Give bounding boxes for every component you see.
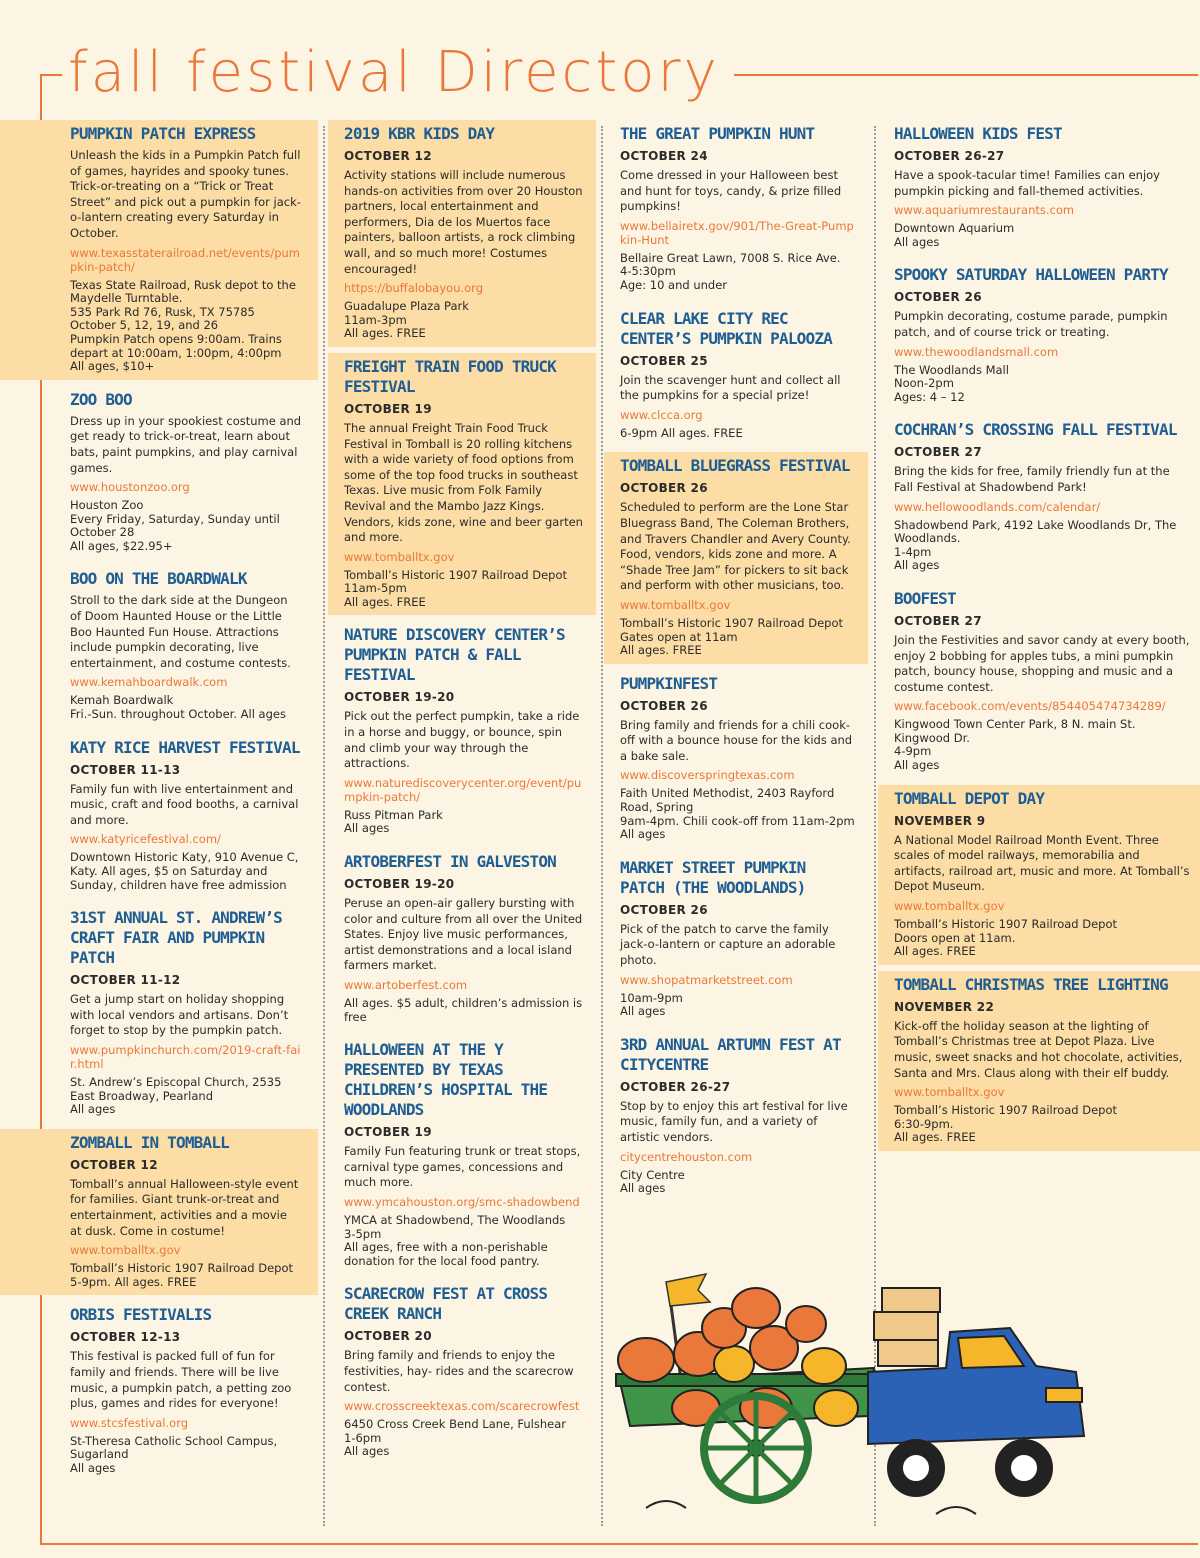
event-entry-market-street-pumpkin-patch-the-woodlands: [604, 854, 868, 1025]
event-link[interactable]: www.houstonzoo.org: [70, 480, 190, 495]
column-2: [328, 120, 596, 1538]
event-entry-halloween-kids-fest: [878, 120, 1200, 255]
event-description: Pick out the perfect pumpkin, take a ride in a horse and buggy, or bounce, spin and climb your way through the attractions.: [344, 709, 580, 771]
event-description: Activity stations will include numerous hands-on activities from over 20 Houston partners, local entertainment and performers, Dia de los Muertos face painters, balloon artists, a rock climbing wall, and so much more! Costumes encouraged!: [344, 168, 583, 276]
event-name: ZOMBALL IN TOMBALL: [70, 1132, 229, 1152]
event-details: Shadowbend Park, 4192 Lake Woodlands Dr, The Woodlands. 1-4pm All ages: [894, 517, 1177, 573]
event-name: ZOO BOO: [70, 389, 132, 409]
event-name: PUMPKIN PATCH EXPRESS: [70, 124, 256, 143]
event-name: SPOOKY SATURDAY HALLOWEEN PARTY: [894, 265, 1168, 285]
event-description: Kick-off the holiday season at the lighting of Tomball’s Christmas tree at Depot Plaza. Live music, sweet snacks and hot chocolate, activities, Santa and Mrs. Claus along with their elf buddy.: [894, 1018, 1183, 1080]
event-link[interactable]: www.naturediscoverycenter.org/event/pumpkin-patch/: [344, 775, 582, 804]
event-name: BOOFEST: [894, 588, 956, 608]
event-name: ORBIS FESTIVALIS: [70, 1305, 212, 1325]
event-link[interactable]: www.ymcahouston.org/smc-shadowbend: [344, 1194, 580, 1209]
event-date: NOVEMBER 22: [894, 999, 995, 1014]
event-details: Guadalupe Plaza Park 11am-3pm All ages. FREE: [344, 299, 469, 341]
entry-spacer: [328, 1465, 596, 1471]
event-description: Join the scavenger hunt and collect all the pumpkins for a special prize!: [620, 372, 841, 403]
event-entry-tomball-bluegrass-festival: [604, 452, 868, 663]
event-entry-scarecrow-fest-at-cross-creek-ranch: [328, 1280, 596, 1465]
frame-bottom-line: [40, 1543, 1198, 1545]
event-link[interactable]: www.tomballtx.gov: [894, 899, 1005, 914]
event-name: CLEAR LAKE CITY REC CENTER’S PUMPKIN PALOOZA: [620, 308, 832, 348]
event-entry-artoberfest-in-galveston: [328, 848, 596, 1030]
event-date: OCTOBER 12: [70, 1157, 158, 1172]
event-details: St-Theresa Catholic School Campus, Sugarland All ages: [70, 1433, 278, 1475]
event-entry-tomball-depot-day: [878, 785, 1200, 965]
event-date: OCTOBER 26: [620, 481, 708, 496]
event-entry-31st-annual-st-andrew-s-craft-fair-and-pumpkin-patch: [0, 904, 318, 1123]
event-link[interactable]: www.tomballtx.gov: [70, 1243, 181, 1258]
event-description: Bring the kids for free, family friendly fun at the Fall Festival at Shadowbend Park!: [894, 464, 1170, 494]
event-name: BOO ON THE BOARDWALK: [70, 569, 247, 589]
event-description: Family Fun featuring trunk or treat stops, carnival type games, concessions and much more.: [344, 1144, 581, 1190]
event-entry-pumpkinfest: [604, 670, 868, 848]
event-details: Tomball’s Historic 1907 Railroad Depot Gates open at 11am All ages. FREE: [620, 615, 844, 658]
event-description: Scheduled to perform are the Lone Star Bluegrass Band, The Coleman Brothers, and Travers Chandler and Avery County. Food, vendors, kids zone and more. A “Shade Tree Jam” for pickers to sit back and perform with other musicians, too.: [620, 500, 851, 593]
event-name: FREIGHT TRAIN FOOD TRUCK FESTIVAL: [344, 356, 556, 396]
event-link[interactable]: www.bellairetx.gov/901/The-Great-Pumpkin-Hunt: [620, 218, 854, 247]
event-date: OCTOBER 26: [620, 698, 708, 713]
event-details: Tomball’s Historic 1907 Railroad Depot Doors open at 11am. All ages. FREE: [894, 917, 1118, 959]
event-link[interactable]: www.aquariumrestaurants.com: [894, 203, 1075, 218]
event-date: OCTOBER 11-12: [70, 973, 181, 988]
event-description: Come dressed in your Halloween best and hunt for toys, candy, & prize filled pumpkins!: [620, 168, 842, 214]
event-details: 6-9pm All ages. FREE: [620, 425, 743, 440]
event-entry-the-great-pumpkin-hunt: [604, 120, 868, 299]
event-link[interactable]: www.tomballtx.gov: [620, 597, 731, 612]
event-link[interactable]: www.hellowoodlands.com/calendar/: [894, 499, 1101, 514]
event-details: City Centre All ages: [620, 1167, 685, 1196]
event-date: OCTOBER 27: [894, 445, 982, 460]
entry-spacer: [604, 1202, 868, 1208]
event-link[interactable]: www.shopatmarketstreet.com: [620, 972, 793, 987]
event-name: 3RD ANNUAL ARTUMN FEST AT CITYCENTRE: [620, 1034, 841, 1074]
column-divider: [323, 126, 325, 1526]
event-details: Texas State Railroad, Rusk depot to the Maydelle Turntable. 535 Park Rd 76, Rusk, TX 75785 October 5, 12, 19, and 26 Pumpkin Patch opens 9:00am. Trains depart at 10:00am, 1:00pm, 4:00pm All ages, $10+: [70, 277, 296, 374]
event-link[interactable]: www.facebook.com/events/854405474734289/: [894, 699, 1166, 714]
event-entry-2019-kbr-kids-day: [328, 120, 596, 347]
event-name: MARKET STREET PUMPKIN PATCH (THE WOODLANDS): [620, 857, 806, 897]
event-date: OCTOBER 19: [344, 1125, 432, 1140]
event-details: Kingwood Town Center Park, 8 N. main St. Kingwood Dr. 4-9pm All ages: [894, 717, 1136, 773]
event-details: Downtown Historic Katy, 910 Avenue C, Katy. All ages, $5 on Saturday and Sunday, children have free admission: [70, 850, 299, 892]
event-date: OCTOBER 26-27: [620, 1079, 731, 1094]
event-description: Tomball’s annual Halloween-style event for families. Giant trunk-or-treat and entertainment, activities and a movie at dusk. Come in costume!: [70, 1176, 299, 1238]
event-link[interactable]: www.discoverspringtexas.com: [620, 768, 795, 783]
event-entry-orbis-festivalis: [0, 1301, 318, 1481]
event-date: OCTOBER 25: [620, 353, 708, 368]
page-title: fall festival Directory: [62, 38, 734, 108]
event-name: TOMBALL DEPOT DAY: [894, 788, 1045, 808]
event-entry-zomball-in-tomball: [0, 1129, 318, 1296]
event-name: HALLOWEEN AT THE Y PRESENTED BY TEXAS CHILDREN’S HOSPITAL THE WOODLANDS: [344, 1040, 548, 1120]
event-name: ARTOBERFEST IN GALVESTON: [344, 852, 556, 872]
event-entry-clear-lake-city-rec-center-s-pumpkin-palooza: [604, 305, 868, 447]
event-entry-zoo-boo: [0, 386, 318, 560]
event-name: THE GREAT PUMPKIN HUNT: [620, 124, 815, 143]
event-name: COCHRAN’S CROSSING FALL FESTIVAL: [894, 420, 1177, 440]
event-date: OCTOBER 26-27: [894, 149, 1005, 163]
event-description: A National Model Railroad Month Event. Three scales of model railways, memorabilia and artifacts, railroad art, music and more. At Tomball’s Depot Museum.: [894, 832, 1190, 894]
event-description: Stroll to the dark side at the Dungeon of Doom Haunted House or the Little Boo Haunted Fun House. Attractions include pumpkin decorating, live entertainment, and costume contests.: [70, 593, 291, 670]
event-link[interactable]: citycentrehouston.com: [620, 1149, 753, 1164]
event-details: Bellaire Great Lawn, 7008 S. Rice Ave. 4-5:30pm Age: 10 and under: [620, 250, 841, 292]
event-entry-3rd-annual-artumn-fest-at-citycentre: [604, 1031, 868, 1202]
event-link[interactable]: www.stcsfestival.org: [70, 1415, 189, 1430]
column-divider: [601, 126, 603, 1526]
event-details: 6450 Cross Creek Bend Lane, Fulshear 1-6pm All ages: [344, 1417, 567, 1459]
event-description: Have a spook-tacular time! Families can enjoy pumpkin picking and fall-themed activities.: [894, 168, 1160, 198]
event-entry-nature-discovery-center-s-pumpkin-patch-fall-festival: [328, 621, 596, 842]
event-description: Get a jump start on holiday shopping with local vendors and artisans. Don’t forget to stop by the pumpkin patch.: [70, 992, 289, 1038]
event-name: 31ST ANNUAL ST. ANDREW’S CRAFT FAIR AND PUMPKIN PATCH: [70, 908, 282, 968]
event-date: OCTOBER 12: [344, 149, 432, 163]
event-date: OCTOBER 20: [344, 1329, 432, 1344]
event-date: OCTOBER 19-20: [344, 877, 455, 892]
event-date: OCTOBER 26: [894, 290, 982, 305]
event-name: NATURE DISCOVERY CENTER’S PUMPKIN PATCH & FALL FESTIVAL: [344, 625, 565, 685]
entry-spacer: [0, 1481, 318, 1487]
event-details: The Woodlands Mall Noon-2pm Ages: 4 – 12: [894, 362, 1009, 404]
event-description: Pumpkin decorating, costume parade, pumpkin patch, and of course trick or treating.: [894, 309, 1168, 339]
event-date: OCTOBER 27: [894, 613, 982, 628]
event-date: OCTOBER 26: [620, 902, 708, 917]
event-link[interactable]: www.katyricefestival.com/: [70, 832, 221, 847]
event-description: This festival is packed full of fun for family and friends. There will be live music, a pumpkin patch, a petting zoo plus, games and rides for everyone!: [70, 1349, 292, 1411]
event-link[interactable]: https://buffalobayou.org: [344, 281, 484, 296]
event-details: All ages. $5 adult, children’s admission is free: [344, 996, 583, 1024]
event-description: Family fun with live entertainment and music, craft and food booths, a carnival and more.: [70, 781, 299, 827]
event-details: Faith United Methodist, 2403 Rayford Road, Spring 9am-4pm. Chili cook-off from 11am-2pm All ages: [620, 786, 855, 842]
event-date: NOVEMBER 9: [894, 813, 986, 828]
event-description: Bring family and friends for a chili cook-off with a bounce house for the kids and a bake sale.: [620, 717, 853, 763]
event-link[interactable]: www.texasstaterailroad.net/events/pumpkin-patch/: [70, 245, 301, 274]
event-description: Stop by to enjoy this art festival for live music, family fun, and a variety of artistic vendors.: [620, 1098, 848, 1144]
event-entry-spooky-saturday-halloween-party: [878, 261, 1200, 410]
entry-spacer: [878, 1151, 1200, 1157]
event-details: St. Andrew’s Episcopal Church, 2535 East Broadway, Pearland All ages: [70, 1074, 282, 1117]
event-link[interactable]: www.tomballtx.gov: [894, 1085, 1005, 1100]
event-link[interactable]: www.kemahboardwalk.com: [70, 675, 228, 690]
event-link[interactable]: www.clcca.org: [620, 407, 703, 422]
event-name: TOMBALL CHRISTMAS TREE LIGHTING: [894, 974, 1168, 994]
event-description: Unleash the kids in a Pumpkin Patch full of games, hayrides and spooky tunes. Trick-or-treating on a “Trick or Treat Street” and pick out a pumpkin for jack-o-lantern creating every Saturday in October.: [70, 148, 301, 240]
event-date: OCTOBER 19: [344, 401, 432, 416]
event-entry-freight-train-food-truck-festival: [328, 353, 596, 616]
event-details: YMCA at Shadowbend, The Woodlands 3-5pm All ages, free with a non-perishable donation for the local food pantry.: [344, 1212, 566, 1268]
event-date: OCTOBER 11-13: [70, 762, 181, 777]
event-description: The annual Freight Train Food Truck Festival in Tomball is 20 rolling kitchens with a wide variety of food options from some of the top food trucks in southeast Texas. Live music from Folk Family Revival and the Mambo Jazz Kings. Vendors, kids zone, wine and beer garten and more.: [344, 420, 583, 545]
event-date: OCTOBER 12-13: [70, 1330, 181, 1345]
event-details: Tomball’s Historic 1907 Railroad Depot 11am-5pm All ages. FREE: [344, 567, 568, 609]
event-details: Tomball’s Historic 1907 Railroad Depot 6:30-9pm. All ages. FREE: [894, 1103, 1118, 1145]
event-entry-katy-rice-harvest-festival: [0, 734, 318, 899]
event-name: KATY RICE HARVEST FESTIVAL: [70, 737, 300, 757]
event-name: SCARECROW FEST AT CROSS CREEK RANCH: [344, 1284, 548, 1324]
event-link[interactable]: www.crosscreektexas.com/scarecrowfest: [344, 1399, 580, 1414]
event-name: HALLOWEEN KIDS FEST: [894, 124, 1062, 143]
event-date: OCTOBER 24: [620, 149, 708, 163]
event-description: Join the Festivities and savor candy at every booth, enjoy 2 bobbing for apples tubs, a mini pumpkin patch, bouncy house, shopping and music and a costume contest.: [894, 632, 1190, 694]
event-description: Bring family and friends to enjoy the festivities, hay- rides and the scarecrow contest.: [344, 1348, 574, 1394]
event-details: Downtown Aquarium All ages: [894, 221, 1015, 249]
event-details: Tomball’s Historic 1907 Railroad Depot 5-9pm. All ages. FREE: [70, 1261, 294, 1289]
event-entry-pumpkin-patch-express: [0, 120, 318, 380]
event-entry-halloween-at-the-y-presented-by-texas-children-s-hospital-the-woodlands: [328, 1036, 596, 1274]
event-description: Pick of the patch to carve the family jack-o-lantern or capture an adorable photo.: [620, 921, 836, 968]
column-1: [0, 120, 318, 1538]
event-link[interactable]: www.artoberfest.com: [344, 978, 468, 992]
event-name: 2019 KBR KIDS DAY: [344, 124, 495, 143]
event-entry-boo-on-the-boardwalk: [0, 565, 318, 727]
event-details: Kemah Boardwalk Fri.-Sun. throughout October. All ages: [70, 693, 286, 722]
event-name: PUMPKINFEST: [620, 673, 718, 693]
event-description: Peruse an open-air gallery bursting with color and culture from all over the United States. Enjoy live music performances, artist demonstrations and a local island farmers market.: [344, 896, 583, 973]
event-description: Dress up in your spookiest costume and get ready to trick-or-treat, learn about bats, paint pumpkins, and play carnival games.: [70, 413, 302, 475]
event-entry-cochran-s-crossing-fall-festival: [878, 416, 1200, 579]
event-name: TOMBALL BLUEGRASS FESTIVAL: [620, 456, 850, 476]
event-details: 10am-9pm All ages: [620, 990, 683, 1019]
event-link[interactable]: www.thewoodlandsmall.com: [894, 344, 1059, 359]
event-entry-tomball-christmas-tree-lighting: [878, 971, 1200, 1151]
event-link[interactable]: www.tomballtx.gov: [344, 549, 455, 564]
event-details: Russ Pitman Park All ages: [344, 807, 443, 836]
event-details: Houston Zoo Every Friday, Saturday, Sunday until October 28 All ages, $22.95+: [70, 498, 280, 553]
event-date: OCTOBER 19-20: [344, 690, 455, 705]
event-link[interactable]: www.pumpkinchurch.com/2019-craft-fair.html: [70, 1042, 301, 1071]
pumpkin-truck-illustration: [606, 1268, 1106, 1528]
event-entry-boofest: [878, 585, 1200, 779]
